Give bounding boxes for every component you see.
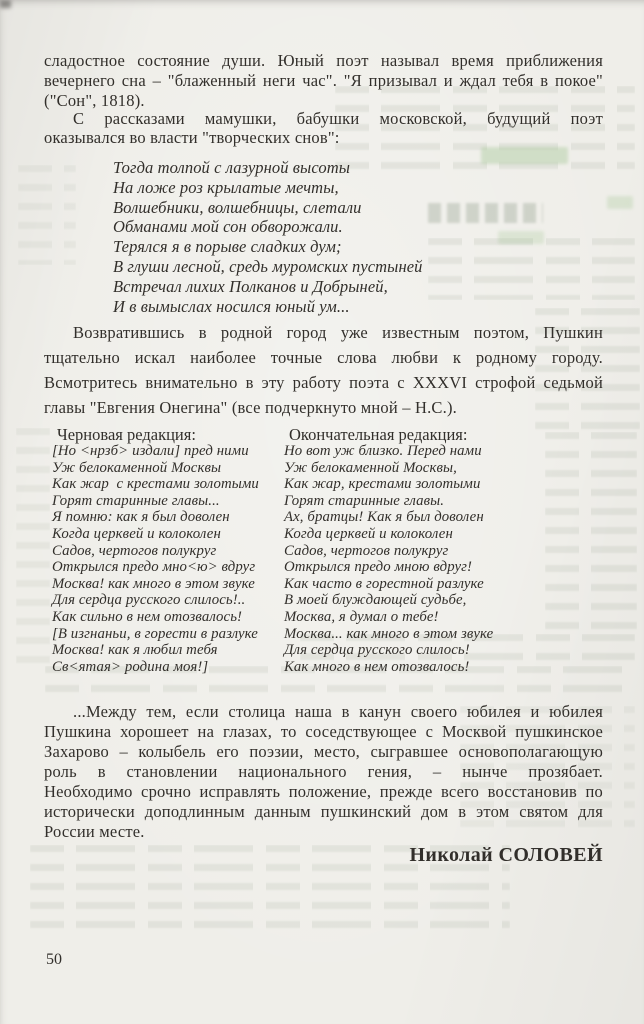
marker-smear xyxy=(607,196,633,209)
final-edition-column xyxy=(284,426,549,675)
verse-line: Волшебники, волшебницы, слетали xyxy=(113,197,362,217)
verse-line: Москва, я думал о тебе! xyxy=(284,608,439,625)
verse-line: Как сильно в нем отозвалось! xyxy=(52,608,243,625)
bleed-through-lines xyxy=(428,238,635,300)
bleed-through-lines xyxy=(545,432,637,632)
text-line: главы "Евгения Онегина" (все подчеркнуто мной – Н.С.). xyxy=(44,398,457,417)
text-line: оказывался во власти "творческих снов": xyxy=(44,127,340,147)
verse-line: Садов, чертогов полукруг xyxy=(52,542,217,559)
author-signature: Николай СОЛОВЕЙ xyxy=(409,844,603,866)
marker-smear xyxy=(481,147,568,164)
marker-smear xyxy=(498,231,544,244)
paragraph-conclusion xyxy=(44,702,603,842)
final-edition-lines xyxy=(284,443,549,675)
text-line: ("Сон", 1818). xyxy=(44,91,145,110)
verse-line: И в вымыслах носился юный ум... xyxy=(113,296,350,316)
verse-line: Открылся предо мно<ю> вдруг xyxy=(52,559,256,576)
final-edition-heading: Окончательная редакция: xyxy=(289,425,468,444)
verse-line: Открылся предо мною вдруг! xyxy=(284,559,473,576)
paragraph-continuation xyxy=(44,51,603,111)
scan-corner-smudge xyxy=(0,0,11,8)
text-line: исторически доподлинным данным пушкинский дом в этом святом для xyxy=(44,802,603,821)
text-line: Всмотритесь внимательно в эту работу поэта с XXXVI строфой седьмой xyxy=(44,373,603,392)
verse-line: Я помню: как я был доволен xyxy=(52,509,230,526)
verse-line: Уж белокаменной Москвы xyxy=(52,459,222,476)
draft-edition-lines xyxy=(52,443,284,675)
verse-line: Уж белокаменной Москвы, xyxy=(284,459,457,476)
verse-line: Москва... как много в этом звуке xyxy=(284,625,494,642)
verse-line: Когда церквей и колоколен xyxy=(52,525,221,542)
paragraph-intro-to-quote xyxy=(44,110,603,147)
verse-line: Когда церквей и колоколен xyxy=(284,525,453,542)
verse-line: Для сердца русского слилось! xyxy=(284,642,470,659)
verse-line: На ложе роз крылатые мечты, xyxy=(113,177,339,197)
verse-line: Садов, чертогов полукруг xyxy=(284,542,449,559)
verse-line: Ах, братцы! Как я был доволен xyxy=(284,509,484,526)
page-number: 50 xyxy=(46,951,62,968)
verse-line: Тогда толпой с лазурной высоты xyxy=(113,158,350,177)
text-line: сладостное состояние души. Юный поэт называл время приближения xyxy=(44,51,603,70)
verse-line: Как жар, крестами золотыми xyxy=(284,476,481,493)
draft-edition-column xyxy=(52,426,284,675)
poem-quote-block xyxy=(113,158,423,316)
draft-edition-heading: Черновая редакция: xyxy=(57,425,196,444)
verse-line: Москва! как я любил тебя xyxy=(52,642,218,659)
verse-line: Встречал лихих Полканов и Добрыней, xyxy=(113,276,388,296)
verse-line: Обманами мой сон обворожали. xyxy=(113,217,343,237)
verse-line: Св<ятая> родина моя!] xyxy=(52,658,209,675)
bleed-through-lines xyxy=(18,165,76,265)
verse-line: В глуши лесной, средь муромских пустыней xyxy=(113,256,423,276)
bleed-through-lines xyxy=(16,428,50,668)
verse-line: Москва! как много в этом звуке xyxy=(52,575,255,592)
verse-line: Как много в нем отозвалось! xyxy=(284,658,470,675)
verse-line: [Но <нрзб> издали] пред ними xyxy=(52,443,249,459)
verse-line: Для сердца русского слилось!.. xyxy=(52,592,246,609)
text-line: С рассказами мамушки, бабушки московской, будущий поэт xyxy=(73,109,603,128)
verse-line: Но вот уж близко. Перед нами xyxy=(284,443,482,459)
paragraph-onegin-intro xyxy=(44,320,603,420)
text-line: Пушкина хорошеет на глазах, то соседствующее с Москвой пушкинское xyxy=(44,722,603,741)
text-line: России месте. xyxy=(44,822,145,841)
verse-line: Как жар с крестами золотыми xyxy=(52,476,259,493)
verse-line: Терялся я в порыве сладких дум; xyxy=(113,237,342,257)
text-line: Необходимо срочно исправлять положение, прежде всего восстановив по xyxy=(44,782,603,801)
text-line: Возвратившись в родной город уже известным поэтом, Пушкин xyxy=(73,323,603,342)
text-line: вечернего сна – "блаженный неги час". "Я призывал и ждал тебя в покое" xyxy=(44,71,603,90)
verse-line: Горят старинные главы. xyxy=(284,492,445,509)
verse-line: Горят старинные главы... xyxy=(52,492,220,509)
verse-line: [В изгнаньи, в горести в разлуке xyxy=(52,625,258,642)
verse-line: Как часто в горестной разлуке xyxy=(284,575,484,592)
bleed-through-title xyxy=(428,203,543,223)
text-line: Захарово – колыбель его поэзии, место, сыгравшее основополагающую xyxy=(44,742,603,761)
text-line: тщательно искал наиболее точные слова любви к родному городу. xyxy=(44,348,603,367)
text-line: ...Между тем, если столица наша в канун своего юбилея и юбилея xyxy=(73,702,603,721)
verse-line: В моей блуждающей судьбе, xyxy=(284,592,467,609)
text-line: роль в становлении национального гения, – нынче прозябает. xyxy=(44,762,603,781)
